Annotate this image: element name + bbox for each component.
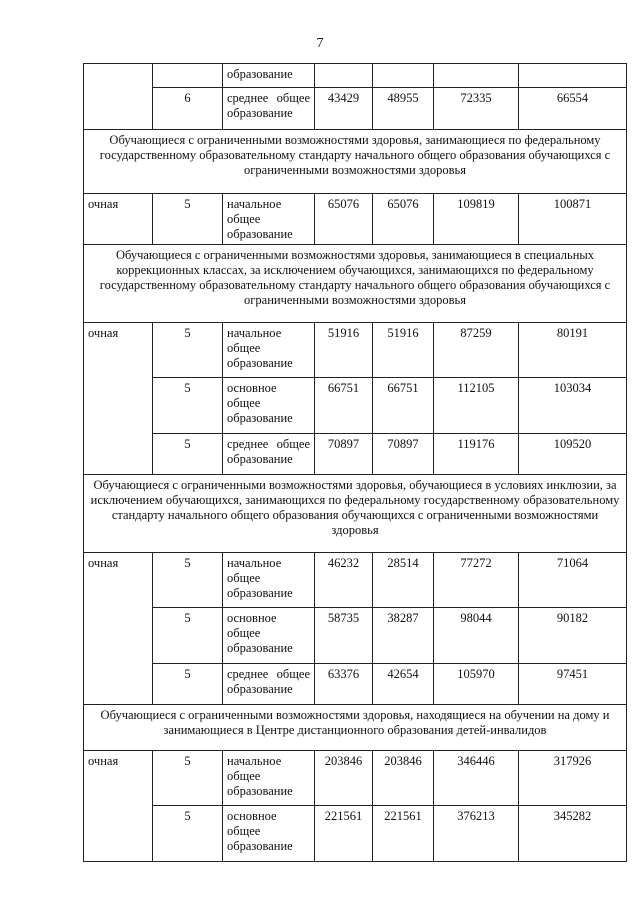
cell-v3: 105970 xyxy=(434,664,519,705)
section-title: Обучающиеся с ограниченными возможностями здоровья, обучающиеся в условиях инклюзии, за исключением обучающихся, занимающихся по федеральному государственному образовательному стандарту начального общего образования обучающихся с ограниченными возможностями здоровья xyxy=(84,475,627,553)
cell-v4: 100871 xyxy=(519,194,627,245)
cell-v4: 71064 xyxy=(519,553,627,608)
cell-v2 xyxy=(373,64,434,88)
cell-level: начальное общее образование xyxy=(223,751,315,806)
table-row xyxy=(84,806,627,862)
cell-v1: 46232 xyxy=(315,553,373,608)
cell-v4: 66554 xyxy=(519,88,627,130)
cell-v2: 48955 xyxy=(373,88,434,130)
cell-term: 5 xyxy=(153,664,223,705)
cell-v2: 65076 xyxy=(373,194,434,245)
cell-v2: 66751 xyxy=(373,378,434,434)
section-header-row xyxy=(84,130,627,194)
cell-form: очная xyxy=(84,553,153,705)
cell-v4: 90182 xyxy=(519,608,627,664)
cell-form: очная xyxy=(84,323,153,475)
cell-form xyxy=(84,64,153,130)
cell-v1: 70897 xyxy=(315,434,373,475)
cell-v3: 98044 xyxy=(434,608,519,664)
cell-v3: 376213 xyxy=(434,806,519,862)
cell-level: основное общее образование xyxy=(223,608,315,664)
table-row xyxy=(84,608,627,664)
cell-v3: 87259 xyxy=(434,323,519,378)
cell-v2: 70897 xyxy=(373,434,434,475)
cell-term: 5 xyxy=(153,608,223,664)
cell-level: образование xyxy=(223,64,315,88)
cell-v2: 28514 xyxy=(373,553,434,608)
cell-v4: 97451 xyxy=(519,664,627,705)
cell-v1: 43429 xyxy=(315,88,373,130)
section-title: Обучающиеся с ограниченными возможностями здоровья, занимающиеся по федеральному государственному образовательному стандарту начального общего образования обучающихся с ограниченными возможностями здоровья xyxy=(84,130,627,194)
cell-term: 6 xyxy=(153,88,223,130)
cell-v1: 203846 xyxy=(315,751,373,806)
cell-v4: 109520 xyxy=(519,434,627,475)
table-body xyxy=(84,64,627,862)
section-header-row xyxy=(84,475,627,553)
table-row xyxy=(84,751,627,806)
cell-term xyxy=(153,64,223,88)
cell-v3: 109819 xyxy=(434,194,519,245)
cell-level: среднее общее образование xyxy=(223,88,315,130)
table-row xyxy=(84,64,627,88)
cell-v1 xyxy=(315,64,373,88)
table-row xyxy=(84,88,627,130)
cell-v2: 221561 xyxy=(373,806,434,862)
cell-v3: 346446 xyxy=(434,751,519,806)
cell-v4: 103034 xyxy=(519,378,627,434)
section-header-row xyxy=(84,705,627,751)
cell-v3 xyxy=(434,64,519,88)
page-number: 7 xyxy=(316,36,324,51)
table-row xyxy=(84,323,627,378)
cell-v3: 72335 xyxy=(434,88,519,130)
cell-v1: 58735 xyxy=(315,608,373,664)
cell-level: начальное общее образование xyxy=(223,194,315,245)
section-title: Обучающиеся с ограниченными возможностями здоровья, занимающиеся в специальных коррекционных классах, за исключением обучающихся, занимающихся по федеральному государственному образовательному стандарту начального общего образования обучающихся с ограниченными возможностями здоровья xyxy=(84,245,627,323)
cost-table xyxy=(83,63,627,862)
cell-term: 5 xyxy=(153,378,223,434)
cell-level: среднее общее образование xyxy=(223,664,315,705)
cell-v2: 38287 xyxy=(373,608,434,664)
cell-v3: 112105 xyxy=(434,378,519,434)
cell-v2: 42654 xyxy=(373,664,434,705)
cell-term: 5 xyxy=(153,194,223,245)
table-row xyxy=(84,194,627,245)
table-row xyxy=(84,378,627,434)
cell-v4: 317926 xyxy=(519,751,627,806)
cell-level: среднее общее образование xyxy=(223,434,315,475)
cell-level: основное общее образование xyxy=(223,806,315,862)
table-row xyxy=(84,553,627,608)
cell-level: начальное общее образование xyxy=(223,553,315,608)
table-row xyxy=(84,664,627,705)
cell-term: 5 xyxy=(153,434,223,475)
cell-level: начальное общее образование xyxy=(223,323,315,378)
section-title: Обучающиеся с ограниченными возможностями здоровья, находящиеся на обучении на дому и занимающиеся в Центре дистанционного образования детей-инвалидов xyxy=(84,705,627,751)
cell-v2: 203846 xyxy=(373,751,434,806)
cell-v4: 80191 xyxy=(519,323,627,378)
cell-form: очная xyxy=(84,194,153,245)
cell-term: 5 xyxy=(153,553,223,608)
cell-v2: 51916 xyxy=(373,323,434,378)
cell-v1: 66751 xyxy=(315,378,373,434)
cell-v1: 221561 xyxy=(315,806,373,862)
cell-term: 5 xyxy=(153,806,223,862)
cell-v1: 65076 xyxy=(315,194,373,245)
cell-v1: 51916 xyxy=(315,323,373,378)
table-row xyxy=(84,434,627,475)
cell-term: 5 xyxy=(153,323,223,378)
cell-form: очная xyxy=(84,751,153,862)
cell-term: 5 xyxy=(153,751,223,806)
cell-v3: 119176 xyxy=(434,434,519,475)
cell-v4 xyxy=(519,64,627,88)
section-header-row xyxy=(84,245,627,323)
cell-level: основное общее образование xyxy=(223,378,315,434)
cell-v1: 63376 xyxy=(315,664,373,705)
cell-v4: 345282 xyxy=(519,806,627,862)
cell-v3: 77272 xyxy=(434,553,519,608)
